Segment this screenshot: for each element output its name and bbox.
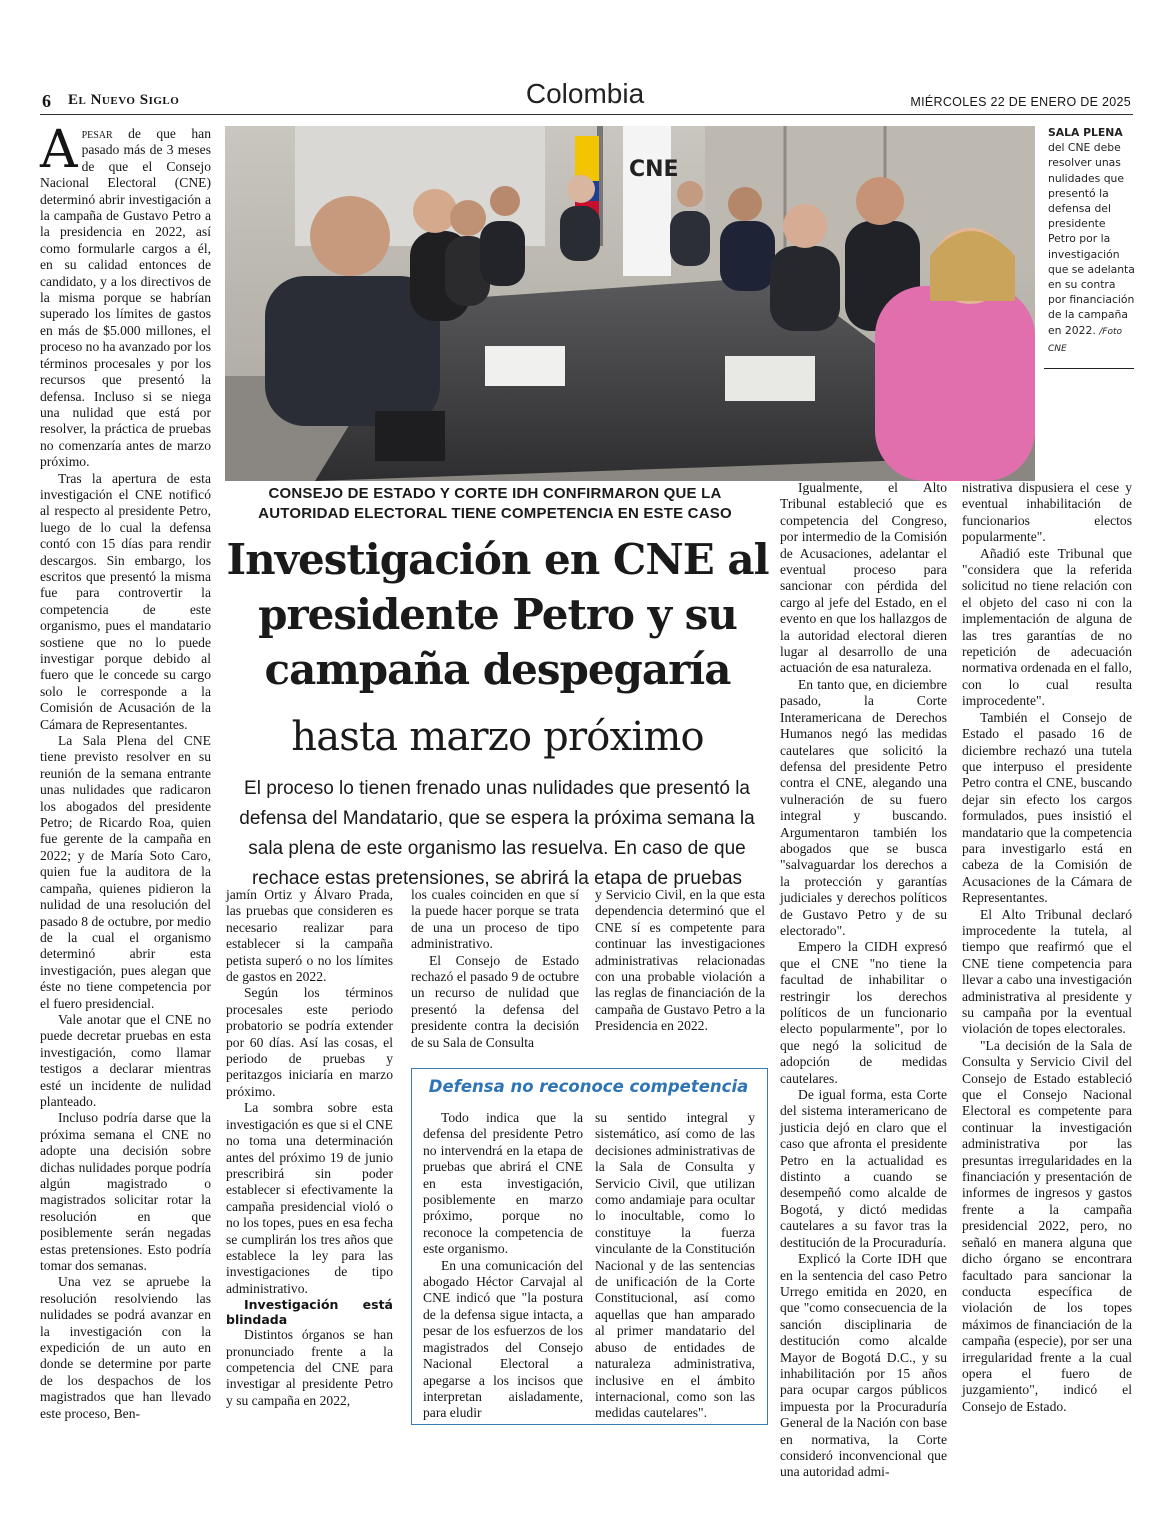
paragraph: Según los términos procesales este periodo probatorio se podría extender por 60 días. Así las cosas, el periodo de pruebas y peritazgos iniciaría en marzo próximo.	[226, 985, 393, 1099]
sidebar-box-column-1	[423, 1110, 583, 1422]
paragraph: La Sala Plena del CNE tiene previsto resolver en su reunión de la semana entrante unas nulidades que radicaron los abogados del presidente Petro; de Ricardo Roa, quien fue gerente de la campaña en 2022; y de María Soto Caro, quien fue la auditora de la campaña, quienes pidieron la nulidad de una resolución del pasado 8 de octubre, por medio de la cual el organismo determinó abrir esta investigación, pues alegan que éste no tiene competencia por el fuero presidencial.	[40, 733, 211, 1011]
caption-label: SALA PLENA	[1048, 126, 1123, 139]
paragraph: Incluso podría darse que la próxima semana el CNE no adopte una decisión sobre dichas nulidades porque podría algún magistrado o magistrados solicitar rotar la resolución en que posiblemente serán negadas estas pretensiones. Esto podría tomar dos semanas.	[40, 1110, 211, 1274]
paragraph: La sombra sobre esta investigación es que si el CNE no toma una determinación antes del próximo 19 de junio prescribirá sin poder establecer si efectivamente la campaña presidencial violó o no los topes, pues en esa fecha se cumplirán los tres años que establece la ley para las investigaciones de tipo administrativo.	[226, 1100, 393, 1296]
paragraph: Igualmente, el Alto Tribunal estableció que es competencia del Congreso, por intermedio de la Comisión de Acusaciones, adelantar el eventual proceso para sancionar con pérdida del cargo al jefe del Estado, en el evento en que los hallazgos de la autoridad electoral dieren lugar al desarrollo de una actuación de esa naturaleza.	[780, 480, 947, 676]
article-column-1	[40, 120, 211, 1422]
paragraph: jamín Ortiz y Álvaro Prada, las pruebas que consideren es necesario realizar para establecer si la campaña petista superó o no los límites de gastos en 2022.	[226, 887, 393, 985]
paragraph: También el Consejo de Estado el pasado 16 de diciembre rechazó una tutela que interpuso el presidente Petro contra el CNE, buscando dejar sin efecto los cargos formulados, pues insistió el mandatario que la competencia para investigarlo está en cabeza de la Comisión de Acusaciones de la Cámara de Representantes.	[962, 709, 1132, 906]
paragraph: Tras la apertura de esta investigación el CNE notificó al respecto al presidente Petro, luego de lo cual la defensa contó con 15 días para rendir descargos. Sin embargo, los escritos que presentó la misma fue para controvertir la competencia de este organismo, pues el mandatario sostiene que no lo puede investigar porque debido al fuero que le concede su cargo solo le corresponde a la Comisión de Acusación de la Cámara de Representantes.	[40, 470, 211, 732]
paragraph: Empero la CIDH expresó que el CNE "no tiene la facultad de inhabilitar o restringir los derechos políticos de un funcionario electo popularmente", por lo que negó la solicitud de adopción de medidas cautelares.	[780, 939, 947, 1086]
masthead: El Nuevo Siglo	[68, 92, 180, 108]
article-column-5	[780, 480, 947, 1481]
paragraph: Todo indica que la defensa del presidente Petro no intervendrá en la etapa de pruebas que abrirá el CNE en esta investigación, posiblemente en marzo próximo, porque no reconoce la competencia de este organismo.	[423, 1110, 583, 1257]
meeting-photo	[225, 126, 1035, 481]
paragraph: Vale anotar que el CNE no puede decretar pruebas en esta investigación, como llamar testigos a declarar mientras esté un incidente de nulidad planteado.	[40, 1011, 211, 1109]
section-title: Colombia	[525, 78, 645, 109]
sidebar-box-column-2	[595, 1110, 755, 1422]
paragraph: El Consejo de Estado rechazó el pasado 9 de octubre un recurso de nulidad que presentó la defensa del presidente contra la decisión de su Sala de Consulta	[411, 952, 579, 1050]
paragraph: de que han pasado más de 3 meses de que el Consejo Nacional Electoral (CNE) determinó abrir investigación a la campaña de Gustavo Petro a la presidencia en 2022, así como formularle cargos a él, en su calidad entonces de candidato, y a los directivos de la misma porque se habrían superado los límites de gastos en más de $5.000 millones, el proceso no ha avanzado por los términos procesales y por los recursos que presentó la defensa. Incluso si se niega una nulidad que está por resolver, la práctica de pruebas no comenzaría antes de marzo próximo.	[40, 126, 211, 470]
paragraph: En una comunicación del abogado Héctor Carvajal al CNE indicó que "la postura de la defensa sigue intacta, a pesar de los esfuerzos de los magistrados del Consejo Nacional Electoral a apegarse a los incisos que interpretan aisladamente, para eludir	[423, 1257, 583, 1421]
paragraph: Explicó la Corte IDH que en la sentencia del caso Petro Urrego emitida en 2020, en que "como consecuencia de la sanción disciplinaria de destitución como alcalde Mayor de Bogotá D.C., y su inhabilitación por 15 años para ocupar cargos públicos impuesta por la Procuraduría General de la Nación con base en normativa, la Corte consideró inconvencional que una autoridad admi-	[780, 1251, 947, 1480]
header-rule	[40, 114, 1133, 115]
headline: Investigación en CNE al presidente Petro y su campaña despegaría	[226, 535, 769, 694]
paragraph: su sentido integral y sistemático, así como de las decisiones administrativas de la Sala de Consulta y Servicio Civil, que utilizan como andamiaje para ocultar lo inocultable, como lo constituye la fuerza vinculante de la Constitución Nacional y de las sentencias de unificación de la Corte Constitucional, así como aquellas que han amparado al primer mandatario del abuso de entidades de naturaleza administrativa, inclusive en el ámbito internacional, como son las medidas cautelares".	[595, 1110, 755, 1421]
kicker: CONSEJO DE ESTADO Y CORTE IDH CONFIRMARON QUE LA AUTORIDAD ELECTORAL TIENE COMPETENCIA EN ESTE CASO	[258, 485, 732, 522]
paragraph: Distintos órganos se han pronunciado frente a la competencia del CNE para investigar al presidente Petro y su campaña en 2022,	[226, 1327, 393, 1408]
article-column-4	[595, 887, 765, 1035]
paragraph: y Servicio Civil, en la que esta dependencia determinó que el CNE sí es competente para continuar las investigaciones administrativas relacionadas con una probable violación a las reglas de financiación de la campaña de Gustavo Petro a la Presidencia en 2022.	[595, 887, 765, 1034]
headline-continuation: hasta marzo próximo	[291, 714, 704, 760]
deck: El proceso lo tienen frenado unas nulidades que presentó la defensa del Mandatario, que se espera la próxima semana la sala plena de este organismo las resuelva. En caso de que rechace estas pretensiones, se abrirá la etapa de pruebas	[239, 778, 755, 889]
caption-rule	[1044, 368, 1134, 369]
issue-date: MIÉRCOLES 22 DE ENERO DE 2025	[910, 95, 1131, 109]
paragraph: nistrativa dispusiera el cese y eventual inhabilitación de funcionarios electos popularmente".	[962, 480, 1132, 545]
paragraph: "La decisión de la Sala de Consulta y Servicio Civil del Consejo de Estado estableció que el Consejo Nacional Electoral es competente para continuar la investigación administrativa por las presuntas irregularidades en la financiación y presentación de informes de ingresos y gastos frente a la campaña presidencial 2022, pero, no señaló en manera alguna que dicho órgano se encontrara facultado para sancionar la conducta específica de violación de los topes máximos de financiación de la campaña (especie), por ser una irregularidad frente a la cual opera el fuero de juzgamiento", indicó el Consejo de Estado.	[962, 1037, 1132, 1414]
paragraph: El Alto Tribunal declaró improcedente la tutela, al tiempo que reafirmó que el CNE tiene competencia para llevar a cabo una investigación administrativa al presidente y su campaña por la eventual violación de topes electorales.	[962, 906, 1132, 1037]
paragraph: Una vez se apruebe la resolución resolviendo las nulidades se podrá avanzar en la investigación con la expedición de un auto en donde se determine por parte de los despachos de los magistrados que han llevado este proceso, Ben-	[40, 1274, 211, 1421]
photo-caption	[1048, 125, 1136, 357]
paragraph: Añadió este Tribunal que "considera que la referida solicitud no tiene relación con el objeto del caso ni con la implementación de alguna de las tres garantías de no repetición de adecuación normativa ordenada en el fallo, con lo cual resulta improcedente".	[962, 545, 1132, 709]
article-column-2	[226, 887, 393, 1409]
cne-sign-text: CNE	[629, 157, 679, 182]
paragraph: los cuales coinciden en que sí la puede hacer porque se trata de una un proceso de tipo administrativo.	[411, 887, 579, 952]
caption-text: del CNE debe resolver unas nulidades que presentó la defensa del presidente Petro por la investigación que se adelanta en su contra por financiación de la campaña en 2022.	[1048, 141, 1135, 337]
paragraph: De igual forma, esta Corte del sistema interamericano de justicia dejó en claro que el caso que afronta el presidente Petro en la actualidad es distinto a cuando se desempeñó como alcalde de Bogotá, y dictó medidas cautelares a su favor tras la destitución de la Procuraduría.	[780, 1087, 947, 1250]
sidebar-box-title: Defensa no reconoce competencia	[428, 1077, 749, 1096]
article-column-3	[411, 887, 579, 1051]
paragraph: En tanto que, en diciembre pasado, la Corte Interamericana de Derechos Humanos negó las medidas cautelares que solicitó la defensa del presidente Petro contra el CNE, alegando una vulneración de su fuero integral y buscando. Argumentaron también los abogados que se busca "salvaguardar los derechos a la protección y garantías judiciales y derechos políticos de Gustavo Petro y de su electorado".	[780, 676, 947, 938]
page-number: 6	[42, 91, 51, 111]
photo-credit: /Foto CNE	[1048, 326, 1123, 354]
drop-cap: A	[40, 120, 78, 180]
subhead: Investigación está blindada	[226, 1297, 393, 1328]
lead-smallcaps: pesar	[81, 126, 113, 141]
article-column-6	[962, 480, 1132, 1415]
